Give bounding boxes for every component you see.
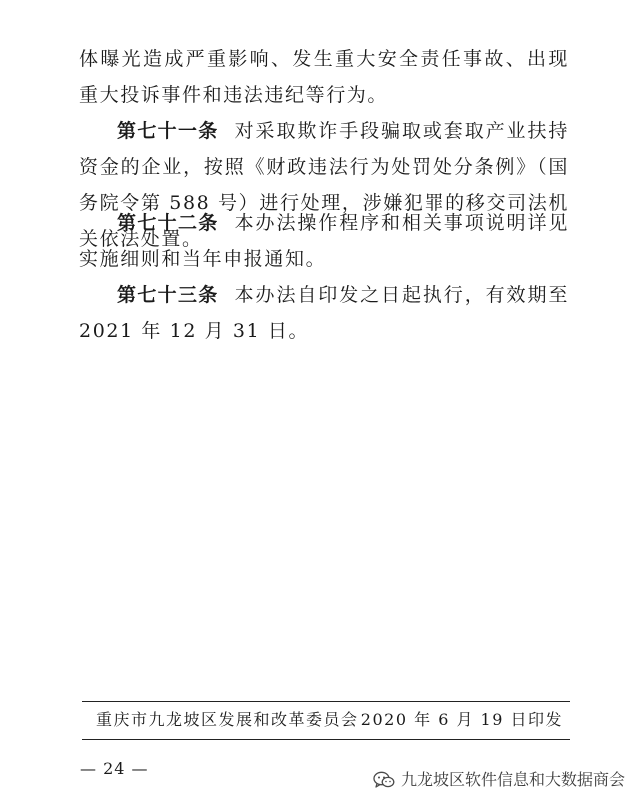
watermark-text: 九龙坡区软件信息和大数据商会 (400, 770, 625, 789)
article-73-text: 本办法自印发之日起执行，有效期至 2021 年 12 月 31 日。 (79, 284, 569, 342)
article-71-text: 对采取欺诈手段骗取或套取产业扶持资金的企业，按照《财政违法行为处罚处分条例》（国务院令第 588 号）进行处理，涉嫌犯罪的移交司法机关依法处置。 (79, 120, 569, 250)
footer-issuer: 重庆市九龙坡区发展和改革委员会 (96, 710, 359, 729)
article-73-number: 第七十三条 (117, 284, 219, 306)
page-number: — 24 — (80, 759, 149, 778)
article-73 (79, 277, 569, 349)
article-72-number: 第七十二条 (117, 212, 219, 234)
paragraph-continuation: 体曝光造成严重影响、发生重大安全责任事故、出现重大投诉事件和违法违纪等行为。 (79, 48, 569, 106)
footer-date: 2020 年 6 月 19 日印发 (360, 710, 563, 729)
article-71-number: 第七十一条 (117, 120, 219, 142)
article-72-text: 本办法操作程序和相关事项说明详见实施细则和当年申报通知。 (79, 212, 569, 270)
wechat-icon (373, 771, 395, 789)
article-72 (79, 205, 569, 277)
footer-bottom-rule (82, 739, 570, 740)
wechat-watermark (373, 769, 625, 791)
footer-top-rule (82, 701, 570, 702)
